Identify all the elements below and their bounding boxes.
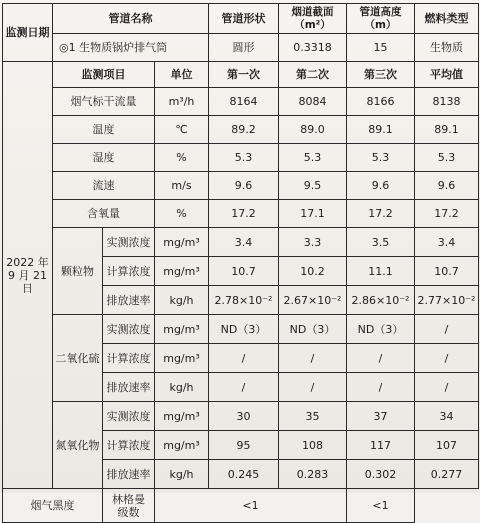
blackness-value: <1 <box>155 489 347 523</box>
run2-header: 第二次 <box>279 62 347 88</box>
sub-item-label: 实测浓度 <box>103 228 155 257</box>
blackness-label: 烟气黑度 <box>3 489 103 523</box>
run3-value: / <box>347 373 415 402</box>
table-row <box>3 315 479 344</box>
run1-value: 17.2 <box>209 200 279 228</box>
group-label: 颗粒物 <box>53 228 103 315</box>
run1-value: 3.4 <box>209 228 279 257</box>
table-row <box>3 200 479 228</box>
pipe-info-row <box>3 34 479 62</box>
run3-value: 11.1 <box>347 257 415 286</box>
pipe-height-header: 管道高度（m） <box>347 4 415 34</box>
table-row <box>3 144 479 172</box>
run2-value: 10.2 <box>279 257 347 286</box>
avg-value: / <box>415 315 479 344</box>
avg-value: 2.77×10⁻² <box>415 286 479 315</box>
run3-value: 8166 <box>347 88 415 116</box>
unit-cell: ℃ <box>155 116 209 144</box>
run2-value: ND（3） <box>279 315 347 344</box>
run2-value: 8084 <box>279 88 347 116</box>
unit-cell: mg/m³ <box>155 402 209 431</box>
run2-value: 17.1 <box>279 200 347 228</box>
avg-value: 0.277 <box>415 460 479 489</box>
group-label: 氮氧化物 <box>53 402 103 489</box>
sub-item-label: 计算浓度 <box>103 431 155 460</box>
unit-cell: mg/m³ <box>155 228 209 257</box>
run1-value: 10.7 <box>209 257 279 286</box>
table-row <box>3 88 479 116</box>
run2-value: 0.283 <box>279 460 347 489</box>
avg-header: 平均值 <box>415 62 479 88</box>
avg-value: 5.3 <box>415 144 479 172</box>
item-label: 含氧量 <box>53 200 155 228</box>
run1-value: 8164 <box>209 88 279 116</box>
run3-value: 117 <box>347 431 415 460</box>
subheader-row <box>3 62 479 88</box>
date-header: 监测日期 <box>3 4 53 62</box>
unit-cell: % <box>155 200 209 228</box>
run1-value: ND（3） <box>209 315 279 344</box>
unit-header: 单位 <box>155 62 209 88</box>
unit-cell: mg/m³ <box>155 344 209 373</box>
run2-value: / <box>279 373 347 402</box>
run2-value: 3.3 <box>279 228 347 257</box>
pipe-name-header: 管道名称 <box>53 4 209 34</box>
blackness-avg: <1 <box>347 489 415 523</box>
blackness-unit-line-2: 级数 <box>117 505 140 519</box>
blackness-unit <box>103 489 155 523</box>
table-row <box>3 116 479 144</box>
date-line-1: 2022 年 <box>6 255 49 269</box>
avg-value: 17.2 <box>415 200 479 228</box>
run3-value: 5.3 <box>347 144 415 172</box>
run3-value: 2.86×10⁻² <box>347 286 415 315</box>
item-label: 温度 <box>53 116 155 144</box>
run1-value: 30 <box>209 402 279 431</box>
sub-item-label: 排放速率 <box>103 373 155 402</box>
fuel-type-value: 生物质 <box>415 34 479 62</box>
item-label: 湿度 <box>53 144 155 172</box>
unit-cell: mg/m³ <box>155 257 209 286</box>
unit-cell: mg/m³ <box>155 431 209 460</box>
unit-cell: m/s <box>155 172 209 200</box>
run1-value: 89.2 <box>209 116 279 144</box>
item-label: 流速 <box>53 172 155 200</box>
avg-value: / <box>415 344 479 373</box>
unit-cell: % <box>155 144 209 172</box>
unit-cell: kg/h <box>155 286 209 315</box>
run1-value: 5.3 <box>209 144 279 172</box>
avg-value: 107 <box>415 431 479 460</box>
avg-value: 34 <box>415 402 479 431</box>
group-label: 二氧化硫 <box>53 315 103 402</box>
avg-value: 89.1 <box>415 116 479 144</box>
run2-value: 2.67×10⁻² <box>279 286 347 315</box>
run3-value: ND（3） <box>347 315 415 344</box>
pipe-section-header: 烟道截面（m²） <box>279 4 347 34</box>
avg-value: / <box>415 373 479 402</box>
sub-item-label: 计算浓度 <box>103 257 155 286</box>
sub-item-label: 计算浓度 <box>103 344 155 373</box>
pipe-name-value: ◎1 生物质锅炉排气筒 <box>53 34 209 62</box>
run3-value: 9.6 <box>347 172 415 200</box>
unit-cell: kg/h <box>155 373 209 402</box>
run2-value: 9.5 <box>279 172 347 200</box>
run1-header: 第一次 <box>209 62 279 88</box>
unit-cell: mg/m³ <box>155 315 209 344</box>
pipe-shape-value: 圆形 <box>209 34 279 62</box>
item-label: 烟气标干流量 <box>53 88 155 116</box>
run2-value: 35 <box>279 402 347 431</box>
item-header: 监测项目 <box>53 62 155 88</box>
run1-value: 2.78×10⁻² <box>209 286 279 315</box>
run1-value: 0.245 <box>209 460 279 489</box>
run1-value: 9.6 <box>209 172 279 200</box>
fuel-type-header: 燃料类型 <box>415 4 479 34</box>
blackness-unit-line-1: 林格曼 <box>112 492 145 506</box>
run1-value: / <box>209 344 279 373</box>
table-row <box>3 172 479 200</box>
sub-item-label: 实测浓度 <box>103 315 155 344</box>
avg-value: 10.7 <box>415 257 479 286</box>
avg-value: 8138 <box>415 88 479 116</box>
run2-value: / <box>279 344 347 373</box>
run3-value: 0.302 <box>347 460 415 489</box>
pipe-section-value: 0.3318 <box>279 34 347 62</box>
table-row <box>3 402 479 431</box>
run3-value: / <box>347 344 415 373</box>
run1-value: / <box>209 373 279 402</box>
monitoring-date <box>3 62 53 489</box>
avg-value: 9.6 <box>415 172 479 200</box>
pipe-shape-header: 管道形状 <box>209 4 279 34</box>
sub-item-label: 实测浓度 <box>103 402 155 431</box>
avg-value: 3.4 <box>415 228 479 257</box>
run3-value: 37 <box>347 402 415 431</box>
date-line-2: 9 月 21 日 <box>8 268 47 295</box>
table-row <box>3 228 479 257</box>
run2-value: 108 <box>279 431 347 460</box>
run3-value: 17.2 <box>347 200 415 228</box>
run3-value: 3.5 <box>347 228 415 257</box>
header-row <box>3 4 479 34</box>
run2-value: 89.0 <box>279 116 347 144</box>
pipe-height-value: 15 <box>347 34 415 62</box>
blackness-row <box>3 489 479 523</box>
sub-item-label: 排放速率 <box>103 286 155 315</box>
unit-cell: m³/h <box>155 88 209 116</box>
run2-value: 5.3 <box>279 144 347 172</box>
sub-item-label: 排放速率 <box>103 460 155 489</box>
monitoring-table <box>2 3 479 523</box>
run3-value: 89.1 <box>347 116 415 144</box>
run1-value: 95 <box>209 431 279 460</box>
run3-header: 第三次 <box>347 62 415 88</box>
unit-cell: kg/h <box>155 460 209 489</box>
